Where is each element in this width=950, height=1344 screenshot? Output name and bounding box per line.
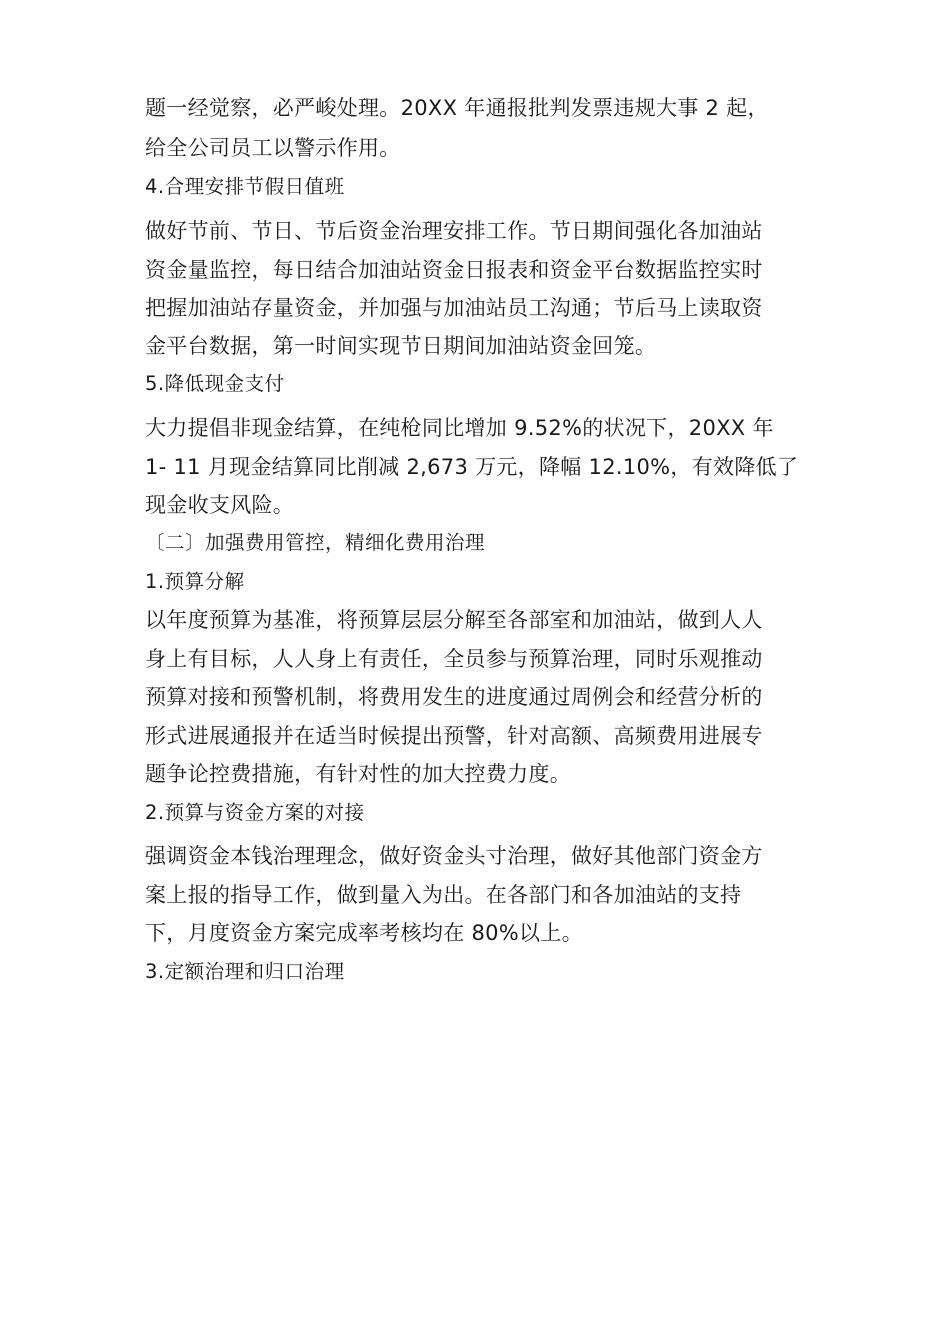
body-text-line: 资金量监控，每日结合加油站资金日报表和资金平台数据监控实时 — [145, 258, 763, 282]
body-text-line: 强调资金本钱治理理念，做好资金头寸治理，做好其他部门资金方 — [145, 844, 763, 868]
body-text-line: 以年度预算为基准，将预算层层分解至各部室和加油站，做到人人 — [145, 608, 763, 632]
body-text-line: 下，月度资金方案完成率考核均在 80%以上。 — [145, 921, 583, 945]
body-text-line: 形式进展通报并在适当时候提出预警，针对高额、高频费用进展专 — [145, 724, 763, 748]
section-heading: 4.合理安排节假日值班 — [145, 175, 345, 198]
section-heading: 1.预算分解 — [145, 570, 245, 593]
body-text-line: 把握加油站存量资金，并加强与加油站员工沟通；节后马上读取资 — [145, 296, 763, 320]
body-text-line: 身上有目标，人人身上有责任，全员参与预算治理，同时乐观推动 — [145, 647, 763, 671]
section-heading: 〔二〕加强费用管控，精细化费用治理 — [145, 531, 486, 554]
section-heading: 5.降低现金支付 — [145, 372, 285, 395]
body-text-line: 题争论控费措施，有针对性的加大控费力度。 — [145, 762, 571, 786]
body-text-line: 预算对接和预警机制，将费用发生的进度通过周例会和经营分析的 — [145, 685, 763, 709]
body-text-line: 1- 11 月现金结算同比削减 2,673 万元，降幅 12.10%，有效降低了 — [145, 455, 799, 479]
body-text-line: 案上报的指导工作，做到量入为出。在各部门和各加油站的支持 — [145, 883, 742, 907]
section-heading: 2.预算与资金方案的对接 — [145, 801, 365, 824]
body-text-line: 题一经觉察，必严峻处理。20XX 年通报批判发票违规大事 2 起， — [145, 96, 769, 120]
body-text-line: 做好节前、节日、节后资金治理安排工作。节日期间强化各加油站 — [145, 219, 763, 243]
body-text-line: 现金收支风险。 — [145, 493, 295, 517]
body-text-line: 大力提倡非现金结算，在纯枪同比增加 9.52%的状况下，20XX 年 — [145, 416, 774, 440]
body-text-line: 金平台数据，第一时间实现节日期间加油站资金回笼。 — [145, 334, 657, 358]
body-text-line: 给全公司员工以警示作用。 — [145, 136, 401, 160]
section-heading: 3.定额治理和归口治理 — [145, 960, 345, 983]
